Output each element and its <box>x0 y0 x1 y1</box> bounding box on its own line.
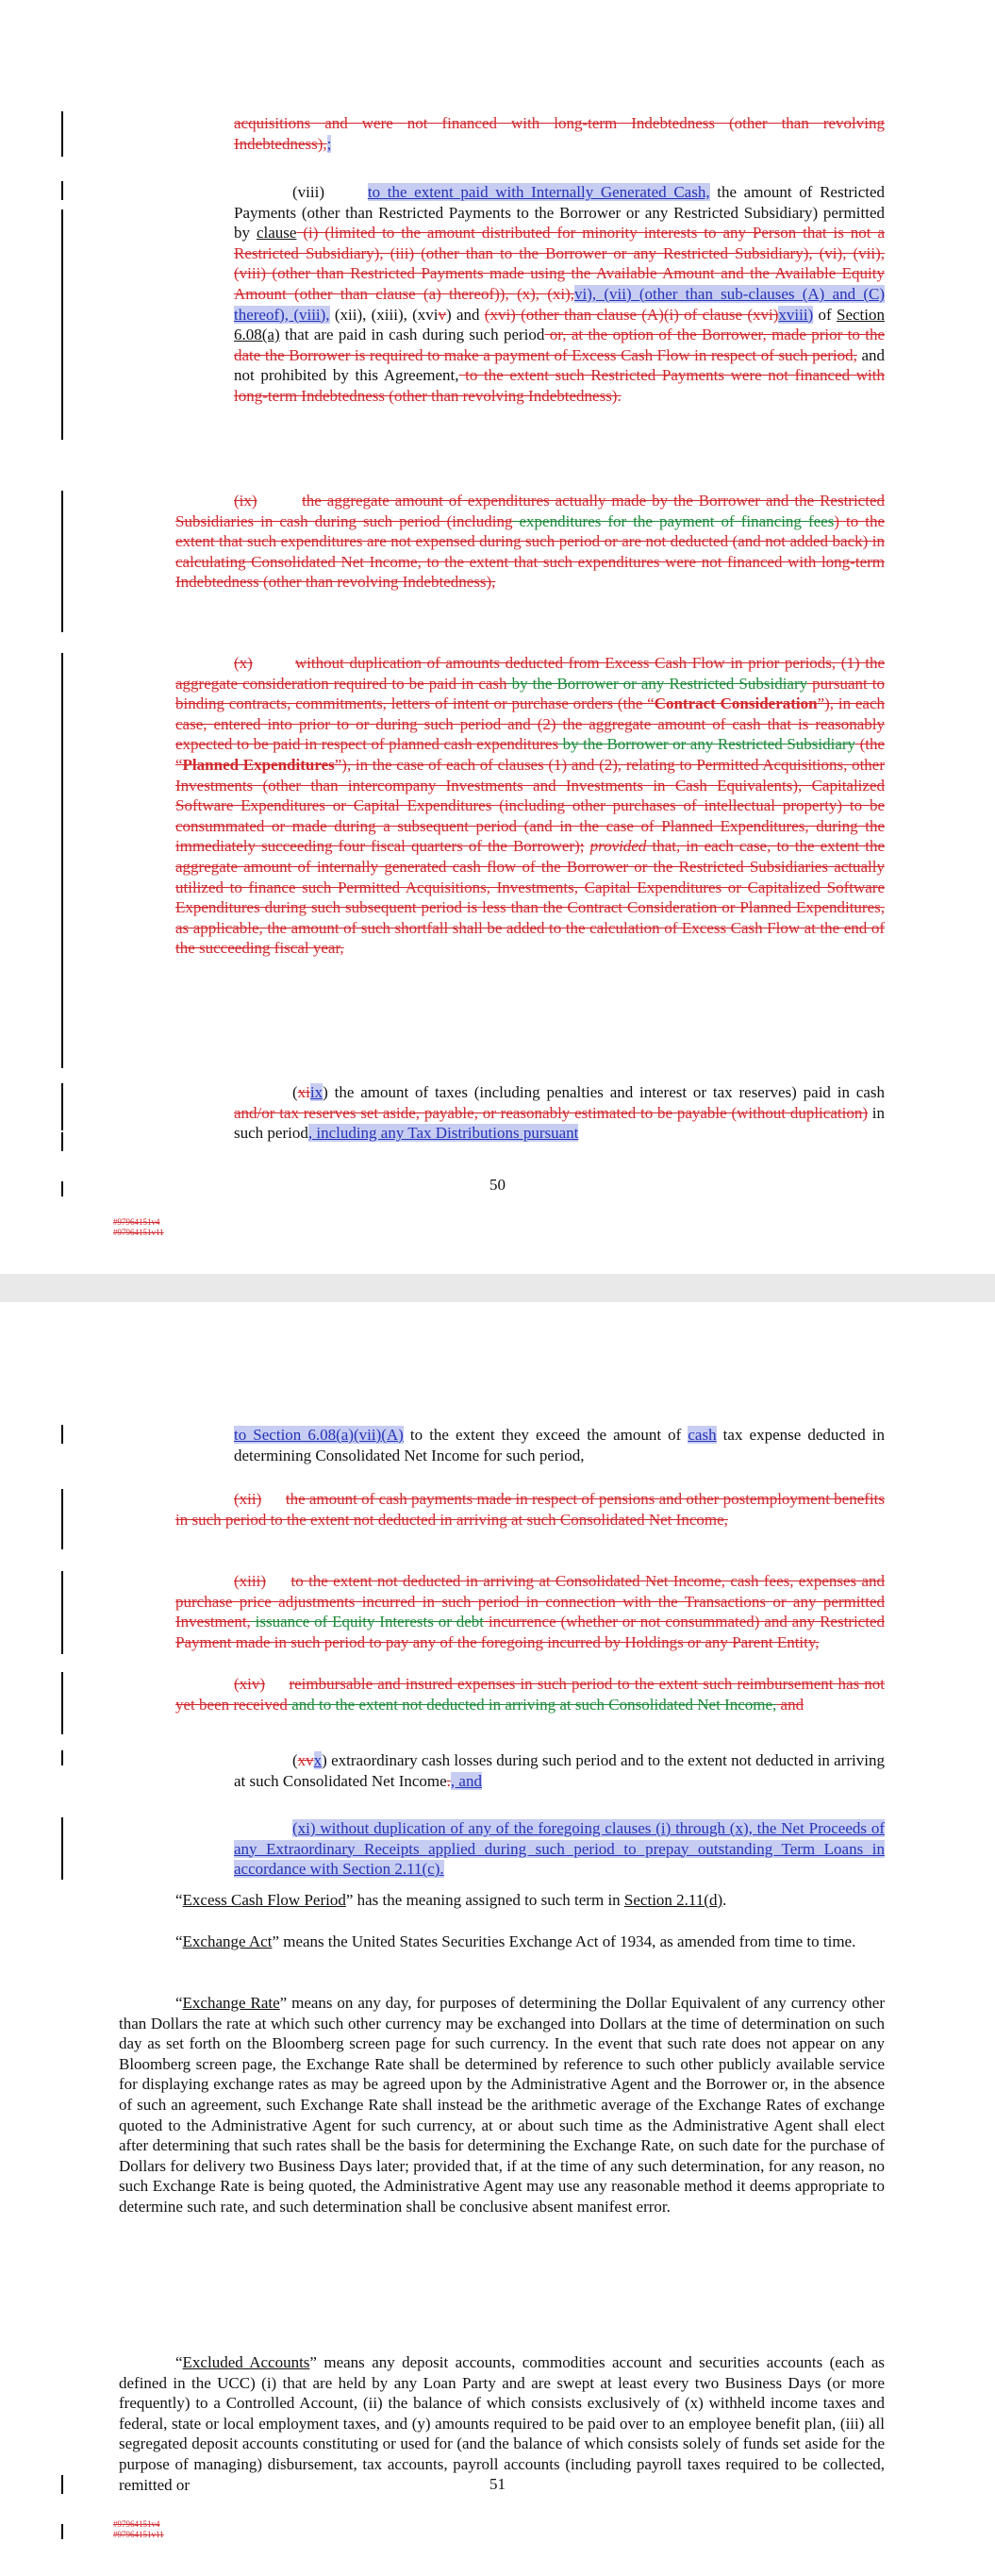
change-bar <box>61 1672 63 1734</box>
footer-doc-id: #97964151v11 <box>113 2530 164 2539</box>
footer-doc-id: #97964151v11 <box>113 1228 164 1237</box>
change-bar <box>61 1817 63 1880</box>
clause-x-losses: (xvx) extraordinary cash losses during such period and to the extent not deducted in arriving at such Consolidated Net Income., and <box>234 1751 885 1790</box>
clause-xiii: (xiii) to the extent not deducted in arriving at Consolidated Net Income, cash fees, expenses and purchase price adjustments incurred in such period in connection with the Transactions or any permitted Investment, issuance of Equity Interests or debt incurrence (whether or not consummated) and any Restricted Payment made in such period to pay any of the foregoing incurred by Holdings or any Parent Entity, <box>175 1572 886 1651</box>
clause-x: (x) without duplication of amounts deducted from Excess Cash Flow in prior periods, (1) the aggregate consideration required to be paid in cash by the Borrower or any Restricted Subsidiary pursuant to binding contracts, commitments, letters of intent or purchase orders (the “Contract Consideration”), in each case, entered into prior to or during such period and (2) the aggregate amount of cash that is reasonably expected to be paid in respect of planned cash expenditures by the Borrower or any Restricted Subsidiary (the “Planned Expenditures”), in the case of each of clauses (1) and (2), relating to Permitted Acquisitions, other Investments (other than intercompany Investments and Investments in Cash Equivalents), Capitalized Software Expenditures or Capital Expenditures (including other purchases of intellectual property) to be consummated or made during a subsequent period (and in the case of Planned Expenditures, during the immediately succeeding four fiscal quarters of the Borrower); provided that, in each case, to the extent the aggregate amount of internally generated cash flow of the Borrower or the Restricted Subsidiaries actually utilized to finance such Permitted Acquisitions, Investments, Capital Expenditures or Capitalized Software Expenditures during such subsequent period is less than the Contract Consideration or Planned Expenditures, as applicable, the amount of such shortfall shall be added to the calculation of Excess Cash Flow at the end of the succeeding fiscal year, <box>175 654 886 958</box>
page-number: 50 <box>489 1176 506 1194</box>
definition-excess-cash-flow-period: “Excess Cash Flow Period” has the meaning assigned to such term in Section 2.11(d). <box>175 1891 727 1909</box>
clause-xi-new: (xi) without duplication of any of the foregoing clauses (i) through (x), the Net Proceeds of any Extraordinary Receipts applied during such period to prepay outstanding Term Loans in accordance with Section 2.11(c). <box>234 1819 885 1879</box>
change-bar <box>61 1489 63 1549</box>
change-bar <box>61 1425 63 1444</box>
change-bar <box>61 491 63 632</box>
definition-excluded-accounts: “Excluded Accounts” means any deposit accounts, commodities account and securities accounts (each as defined in the UCC) (i) that are held by any Loan Party and are swept at least every two Business Days (or more frequently) to a Controlled Account, (ii) the balance of which consists exclusively of (x) withheld income taxes and federal, state or local employment taxes, and (y) amounts required to be paid over to an employee benefit plan, (iii) all segregated deposit accounts constituting or used for (and the balance of which consists solely of funds set aside for the purpose of managing) disbursement, tax accounts, payroll accounts (including payroll taxes required to be collected, remitted or <box>119 2353 886 2494</box>
change-bar <box>61 1750 63 1765</box>
change-bar <box>61 1571 63 1654</box>
taxes-continuation: to Section 6.08(a)(vii)(A) to the extent they exceed the amount of cash tax expense deducted in determining Consolidated Net Income for such period, <box>234 1426 885 1464</box>
page-number: 51 <box>489 2475 506 2493</box>
definition-exchange-rate: “Exchange Rate” means on any day, for purposes of determining the Dollar Equivalent of any currency other than Dollars the rate at which such other currency may be exchanged into Dollars at the time of determination on such day as set forth on the Bloomberg screen page for such currency. In the event that such rate does not appear on any Bloomberg screen page, the Exchange Rate shall be determined by reference to such other publicly available service for displaying exchange rates as may be agreed upon by the Administrative Agent and the Borrower or, in the absence of such an agreement, such Exchange Rate shall instead be the arithmetic average of the Exchange Rates of exchange quoted to the Administrative Agent for such currency, at or about such time as the Administrative Agent shall elect after determining that such rates shall be the basis for determining the Exchange Rate, on such date for the purchase of Dollars for delivery two Business Days later; provided that, if at the time of any such determination, for any reason, no such Exchange Rate is being quoted, the Administrative Agent may use any reasonable method it deems appropriate to determine such rate, and such determination shall be conclusive absent manifest error. <box>119 1994 885 2216</box>
definition-exchange-act: “Exchange Act” means the United States Securities Exchange Act of 1934, as amended from time to time. <box>175 1932 856 1950</box>
change-bar <box>61 111 63 157</box>
page-51 <box>0 1302 995 2576</box>
footer-doc-id: #97964151v4 <box>113 2519 160 2529</box>
change-bar <box>61 209 63 440</box>
page-50 <box>0 0 995 1274</box>
change-bar <box>61 1132 63 1151</box>
footer-doc-id: #97964151v4 <box>113 1217 160 1227</box>
change-bar <box>61 2524 63 2539</box>
clause-viii: (viii) to the extent paid with Internally Generated Cash, the amount of Restricted Payments (other than Restricted Payments to the Borrower or any Restricted Subsidiary) permitted by clause (i) (limited to the amount distributed for minority interests to any Person that is not a Restricted Subsidiary), (iii) (other than to the Borrower or any Restricted Subsidiary), (vi), (vii), (viii) (other than Restricted Payments made using the Available Amount and the Available Equity Amount (other than clause (a) thereof)), (x), (xi),vi), (vii) (other than sub-clauses (A) and (C) thereof), (viii), (xii), (xiii), (xviv) and (xvi) (other than clause (A)(i) of clause (xvi)xviii) of Section 6.08(a) that are paid in cash during such period or, at the option of the Borrower, made prior to the date the Borrower is required to make a payment of Excess Cash Flow in respect of such period, and not prohibited by this Agreement, to the extent such Restricted Payments were not financed with long-term Indebtedness (other than revolving Indebtedness). <box>234 183 886 405</box>
clause-ix: (ix) the aggregate amount of expenditures actually made by the Borrower and the Restricted Subsidiaries in cash during such period (including expenditures for the payment of financing fees) to the extent that such expenditures are not expensed during such period or are not deducted (and not added back) in calculating Consolidated Net Income, to the extent that such expenditures were not financed with long-term Indebtedness (other than revolving Indebtedness), <box>175 492 885 592</box>
change-bar <box>61 653 63 1068</box>
change-bar <box>61 1083 63 1130</box>
clause-ix-taxes: (xiix) the amount of taxes (including penalties and interest or tax reserves) paid in cash and/or tax reserves set aside, payable, or reasonably estimated to be payable (without duplication) in such period, including any Tax Distributions pursuant <box>234 1083 885 1143</box>
change-bar <box>61 181 63 200</box>
clause-xiv: (xiv) reimbursable and insured expenses in such period to the extent such reimbursement has not yet been received and to the extent not deducted in arriving at such Consolidated Net Income, and <box>175 1675 885 1714</box>
paragraph-top: acquisitions and were not financed with long-term Indebtedness (other than revolving Indebtedness),; <box>234 114 885 153</box>
clause-xii: (xii) the amount of cash payments made in respect of pensions and other postemployment benefits in such period to the extent not deducted in arriving at such Consolidated Net Income, <box>175 1490 885 1529</box>
